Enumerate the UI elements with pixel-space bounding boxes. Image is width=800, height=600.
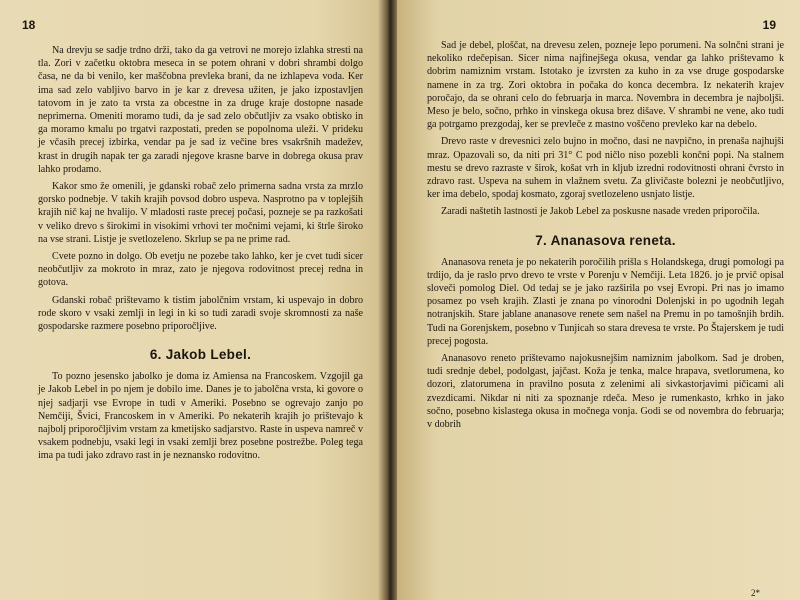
paragraph: Cvete pozno in dolgo. Ob evetju ne pozebe tako lahko, ker je cvet tudi sicer neobčutljiv za mokroto in mraz, zato je njegova rodovitnost precej redna in gotova. [38,251,363,289]
paragraph: Ananasova reneta je po nekaterih poročilih prišla s Holandskega, drugi pomologi pa trdijo, da je raslo prvo drevo te vrste v Porenju v Nemčiji. Leta 1826. jo je prvič opisal sloveči pomolog Diel. Od tedaj se je jako razširila po vsej Evropi. Pri nas jo imamo posamez po vseh krajih. Zlasti je znana po vinorodni Dolenjski in po ugodnih legah notranjskih. Stare jablane ananasove renete sem našel na Premu in po tamošnjih brdih. Tudi na Gorenjskem, posebno v Tunjicah so stara drevesa te vrste. Po Štajerskem je tudi precej pogosta. [427,256,784,347]
left-page-content [38,44,363,463]
paragraph: Gdanski robač prištevamo k tistim jabolčnim vrstam, ki uspevajo in dobro rode skoro v vsaki zemlji in legi in ki so tudi zaradi svoje skromnosti za naše gospodarske razmere posebno priporočljive. [38,294,363,333]
section-heading-jakob-lebel: 6. Jakob Lebel. [149,347,252,363]
right-page [397,0,800,600]
paragraph: Na drevju se sadje trdno drži, tako da ga vetrovi ne morejo izlahka stresti na tla. Zori v začetku oktobra meseca in se potem ohrani v dobri shrambi dolgo časa, ne da bi venilo, ker maščobna prevleka brani, da ne izhlapeva voda. Ker ima sad zelo vabljivo barvo in je kar z drevesa užiten, je jako izpostavljen tatovom in je zato ta vrsta za obcestne in za druge kraje dostopne nasade neprimerna. Omeniti moramo tudi, da je sad zelo občutljiv za vsako obtisko in ga moramo kmalu po trgatvi razpostati, preden se popolnoma uleži. V prideku je včasih precej izbirka, vendar pa je sad iz večine bres vsakršnih madežev, krast in drugih napak ter ga zaradi njegove krasne barve in dobrega okusa prav lahko prodamo. [38,45,363,175]
paragraph: Drevo raste v drevesnici zelo bujno in močno, dasi ne navpično, in prenaša najhujši mraz. Opazovali so, da niti pri 31° C pod ničlo niso pozebli končni popi. Na stalnem mestu se drevo razraste v širok, košat vrh in kljub izredni rodovitnosti ohrani čvrsto in zdravo rast. Uspeva na suhem in vlažnem svetu. Za glivičaste bolezni je neobčutljivo, ker ima debelo, spodaj kosmato, zgoraj svetlozeleno usnjato listje. [427,136,784,201]
right-page-content [427,39,784,431]
page-number-right: 19 [762,18,776,32]
paragraph: To pozno jesensko jabolko je doma iz Amiensa na Francoskem. Vzgojil ga je Jakob Lebel in po njem je dobilo ime. Danes je to jabolčna vrsta, ki govore o njej sadjarji vse Evrope in tudi v Ameriki. Posebno se ogrevajo zanjo po Nemčiji, Švici, Francoskem in v Ameriki. Po nekaterih krajih jo prištevajo k najbolj priporočljivim vrstam za kmetijsko sadjarstvo. Raste in uspeva namreč v vsakem podnebju, vsaki legi in vsaki zemlji brez posebne postrežbe. Poleg tega ima pa tudi jako zdravo rast in je neznansko rodovitno. [38,371,363,462]
page-number-left: 18 [22,18,36,32]
paragraph: Zaradi naštetih lastnosti je Jakob Lebel za poskusne nasade vreden priporočila. [441,206,760,218]
paragraph: Kakor smo že omenili, je gdanski robač zelo primerna sadna vrsta za mrzlo gorsko podnebje. V takih krajih povsod dobro uspeva. Nasprotno pa v toplejših krajih nič kaj ne hvalijo. V mladosti raste precej počasi, pozneje se pa razkošati v veliko drevo s širokimi in visokimi vrhovi ter močnimi vejami, ki štrle široko na vse strani. Listje je svetlozeleno. Skrlup se pa ne prime rad. [38,181,363,245]
section-heading-ananasova-reneta: 7. Ananasova reneta. [535,232,676,248]
left-page [0,0,385,600]
paragraph: Sad je debel, ploščat, na drevesu zelen, pozneje lepo porumeni. Na solnčni strani je nekoliko rdečepisan. Sicer nima najfinejšega okusa, vendar ga lahko prištevamo k dobrim namiznim vrstam. Istotako je izvrsten za kuho in za vse druge gospodarske namene in za trg. Zori oktobra in počaka do konca decembra. Iz nekaterih krajev poročajo, da se ohrani celo do februarja in marca. Novembra in decembra je najboljši. Meso je belo, sočno, prhko in vinskega okusa brez dišave. V shrambi ne vene, ako tudi ga potrgamo prezgodaj, ker se prevleče z mastno voščeno prevleko kar na debelo. [427,40,784,131]
signature-mark: 2* [751,588,760,598]
paragraph: Ananasovo reneto prištevamo najokusnejšim namiznim jabolkom. Sad je droben, tudi srednje debel, podolgast, jajčast. Koža je tenka, malce hrapava, svetlorumena, ko dozori, zlatorumena in pravilno posuta z zelenimi ali sivkastorjavimi pičicami ali zvezdicami. Nikdar ni niti za spoznanje rdeča. Meso je rumenkasto, krhko in jako sočno, posebno kislastega okusa in močnega vonja. Godi se od novembra do februarja; v dobrih [427,353,784,431]
